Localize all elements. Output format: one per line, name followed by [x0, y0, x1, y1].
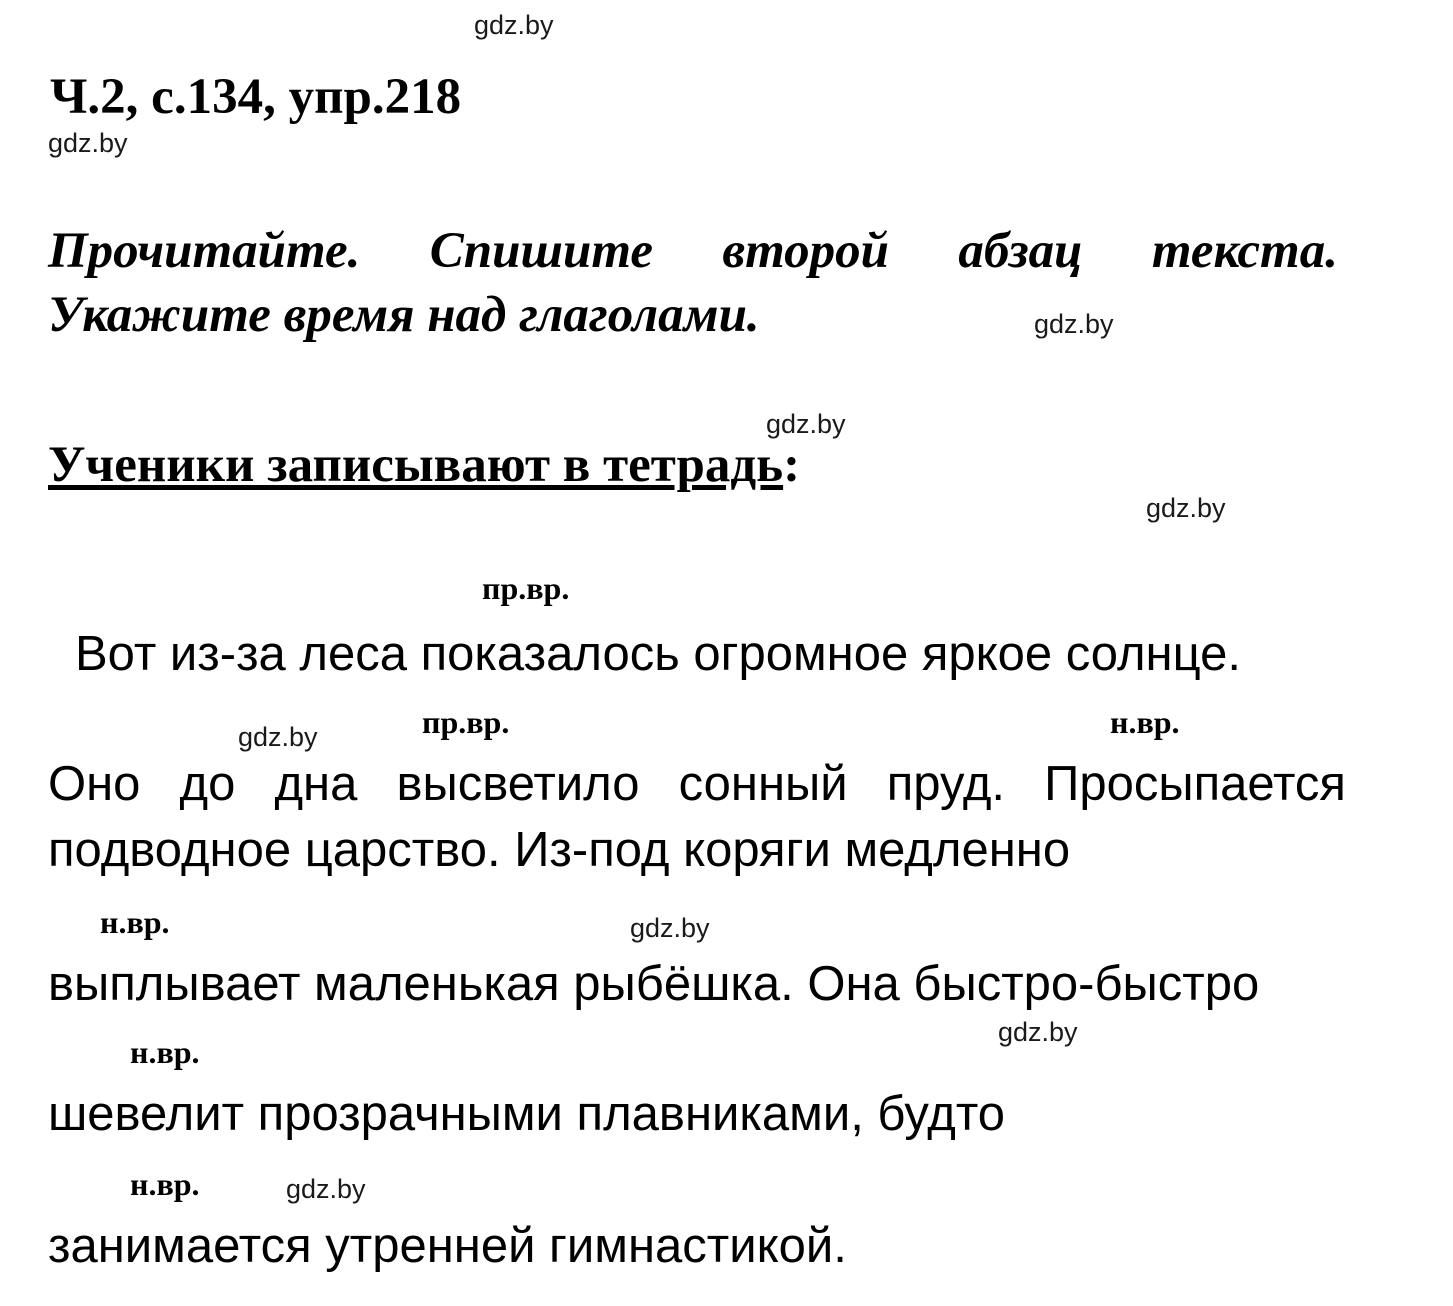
- text-line-5: шевелит прозрачными плавниками, будто: [48, 1087, 1006, 1141]
- watermark: gdz.by: [286, 1174, 366, 1204]
- subheading-text: Ученики записывают в тетрадь: [48, 437, 784, 493]
- subheading: [48, 436, 800, 494]
- text-word: дна: [274, 757, 358, 811]
- text-word: сонный: [678, 757, 848, 811]
- tense-label-present: н.вр.: [130, 1034, 200, 1070]
- tense-label-present: н.вр.: [1110, 704, 1180, 740]
- text-line-2: [48, 756, 1346, 812]
- text-line-1: Вот из-за леса показалось огромное яркое солнце.: [75, 627, 1241, 681]
- tense-label-present: н.вр.: [130, 1166, 200, 1202]
- task-word: текста.: [1151, 223, 1338, 279]
- text-word: высветило: [396, 757, 640, 811]
- watermark: gdz.by: [474, 10, 554, 40]
- task-word: Спишите: [429, 223, 654, 279]
- task-line-1: [48, 222, 1338, 280]
- task-word: второй: [722, 223, 890, 279]
- watermark: gdz.by: [238, 722, 318, 752]
- text-line-3: подводное царство. Из-под коряги медленно: [48, 823, 1071, 877]
- tense-label-past: пр.вр.: [482, 570, 570, 606]
- subheading-colon: :: [783, 437, 801, 493]
- text-line-6: занимается утренней гимнастикой.: [48, 1219, 847, 1273]
- watermark: gdz.by: [1146, 493, 1226, 523]
- watermark: gdz.by: [630, 913, 710, 943]
- task-word: абзац: [958, 223, 1083, 279]
- text-word: до: [179, 757, 236, 811]
- watermark: gdz.by: [1034, 309, 1114, 339]
- text-word: Просыпается: [1044, 757, 1346, 811]
- watermark: gdz.by: [998, 1017, 1078, 1047]
- text-word: пруд.: [886, 757, 1006, 811]
- task-word: Прочитайте.: [48, 223, 361, 279]
- task-line-2: Укажите время над глаголами.: [48, 287, 760, 343]
- watermark: gdz.by: [766, 409, 846, 439]
- tense-label-past: пр.вр.: [422, 704, 510, 740]
- tense-label-present: н.вр.: [100, 904, 170, 940]
- text-word: Оно: [48, 757, 141, 811]
- watermark: gdz.by: [48, 128, 128, 158]
- exercise-heading: Ч.2, с.134, упр.218: [50, 69, 462, 125]
- text-line-4: выплывает маленькая рыбёшка. Она быстро-быстро: [48, 957, 1260, 1011]
